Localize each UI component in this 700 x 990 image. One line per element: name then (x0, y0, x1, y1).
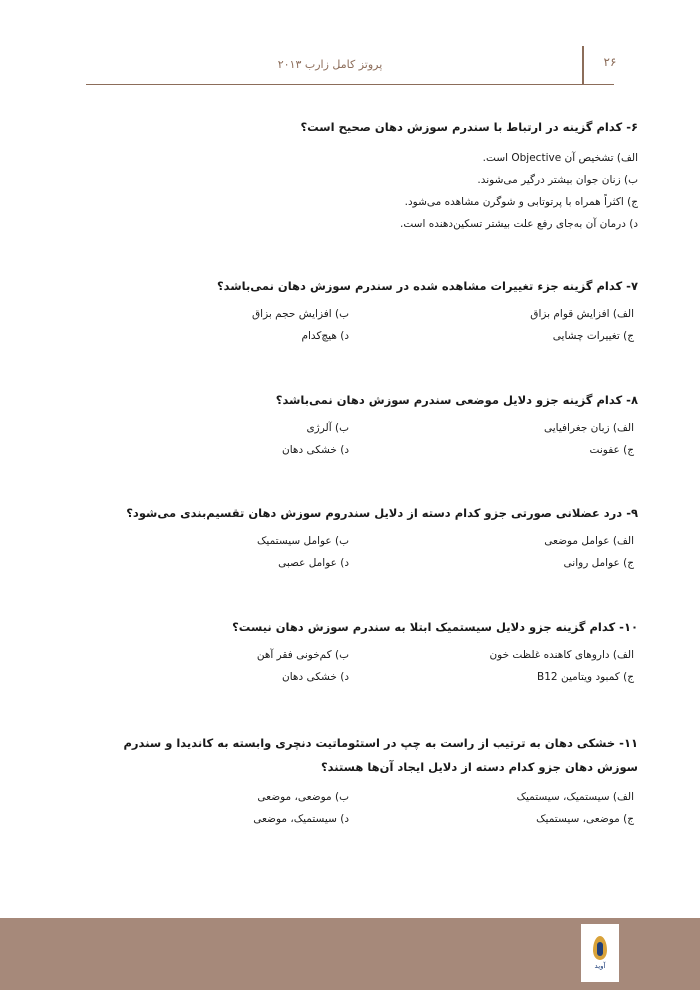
option-a: الف) زبان جغرافیایی (544, 422, 634, 434)
question-6 (84, 117, 638, 235)
question-10 (84, 617, 638, 685)
option-b: ب) آلرژی (306, 422, 349, 434)
question-title: ۹- درد عضلانی صورتی جزو کدام دسته از دلایل سندروم سوزش دهان تقسیم‌بندی می‌شود؟ (126, 506, 638, 520)
page-number: ۲۶ (603, 55, 617, 69)
header-divider (582, 46, 584, 84)
option-d: د) درمان آن به‌جای رفع علت بیشتر تسکین‌دهنده است. (400, 218, 638, 230)
option-a: الف) عوامل موضعی (544, 535, 634, 547)
option-b: ب) زنان جوان بیشتر درگیر می‌شوند. (477, 174, 638, 186)
option-d: د) عوامل عصبی (278, 557, 349, 569)
header-line (86, 84, 614, 85)
option-a: الف) سیستمیک، سیستمیک (516, 791, 634, 803)
question-7 (84, 276, 638, 344)
question-title: ۱۰- کدام گزینه جزو دلایل سیستمیک ابتلا به سندرم سوزش دهان نیست؟ (232, 620, 638, 634)
option-d: د) خشکی دهان (282, 444, 349, 456)
option-a: الف) تشخیص آن Objective است. (482, 152, 638, 164)
option-c: ج) اکثراً همراه با پرتوتابی و شوگرن مشاهده می‌شود. (404, 196, 638, 208)
question-11 (84, 731, 638, 827)
header-title: پروتز کامل زارب ۲۰۱۳ (277, 58, 383, 71)
question-8 (84, 390, 638, 458)
option-d: د) هیچ‌کدام (301, 330, 349, 342)
option-c: ج) کمبود ویتامین B12 (537, 671, 634, 683)
option-a: الف) داروهای کاهنده غلظت خون (489, 649, 634, 661)
option-c: ج) عوامل روانی (563, 557, 634, 569)
option-b: ب) عوامل سیستمیک (257, 535, 349, 547)
question-title: ۱۱- خشکی دهان به ترتیب از راست به چپ در استئوماتیت دنچری وابسته به کاندیدا و سندرم سوزش دهان جزو کدام دسته از دلایل ایجاد آن‌ها هستند؟ (123, 736, 638, 774)
question-title: ۸- کدام گزینه جزو دلایل موضعی سندرم سوزش دهان نمی‌باشد؟ (275, 393, 638, 407)
question-title: ۶- کدام گزینه در ارتباط با سندرم سوزش دهان صحیح است؟ (300, 120, 638, 134)
option-c: ج) عفونت (589, 444, 634, 456)
option-c: ج) موضعی، سیستمیک (536, 813, 634, 825)
publisher-logo (581, 924, 619, 982)
logo-drop-icon (593, 936, 607, 960)
question-9 (84, 503, 638, 571)
option-c: ج) تغییرات چشایی (552, 330, 634, 342)
option-a: الف) افزایش قوام بزاق (530, 308, 634, 320)
option-b: ب) کم‌خونی فقر آهن (256, 649, 349, 661)
option-b: ب) افزایش حجم بزاق (252, 308, 349, 320)
option-b: ب) موضعی، موضعی (257, 791, 349, 803)
option-d: د) سیستمیک، موضعی (253, 813, 349, 825)
question-title: ۷- کدام گزینه جزء تغییرات مشاهده شده در سندرم سوزش دهان نمی‌باشد؟ (217, 279, 638, 293)
logo-text: آوید (594, 962, 606, 970)
option-d: د) خشکی دهان (282, 671, 349, 683)
